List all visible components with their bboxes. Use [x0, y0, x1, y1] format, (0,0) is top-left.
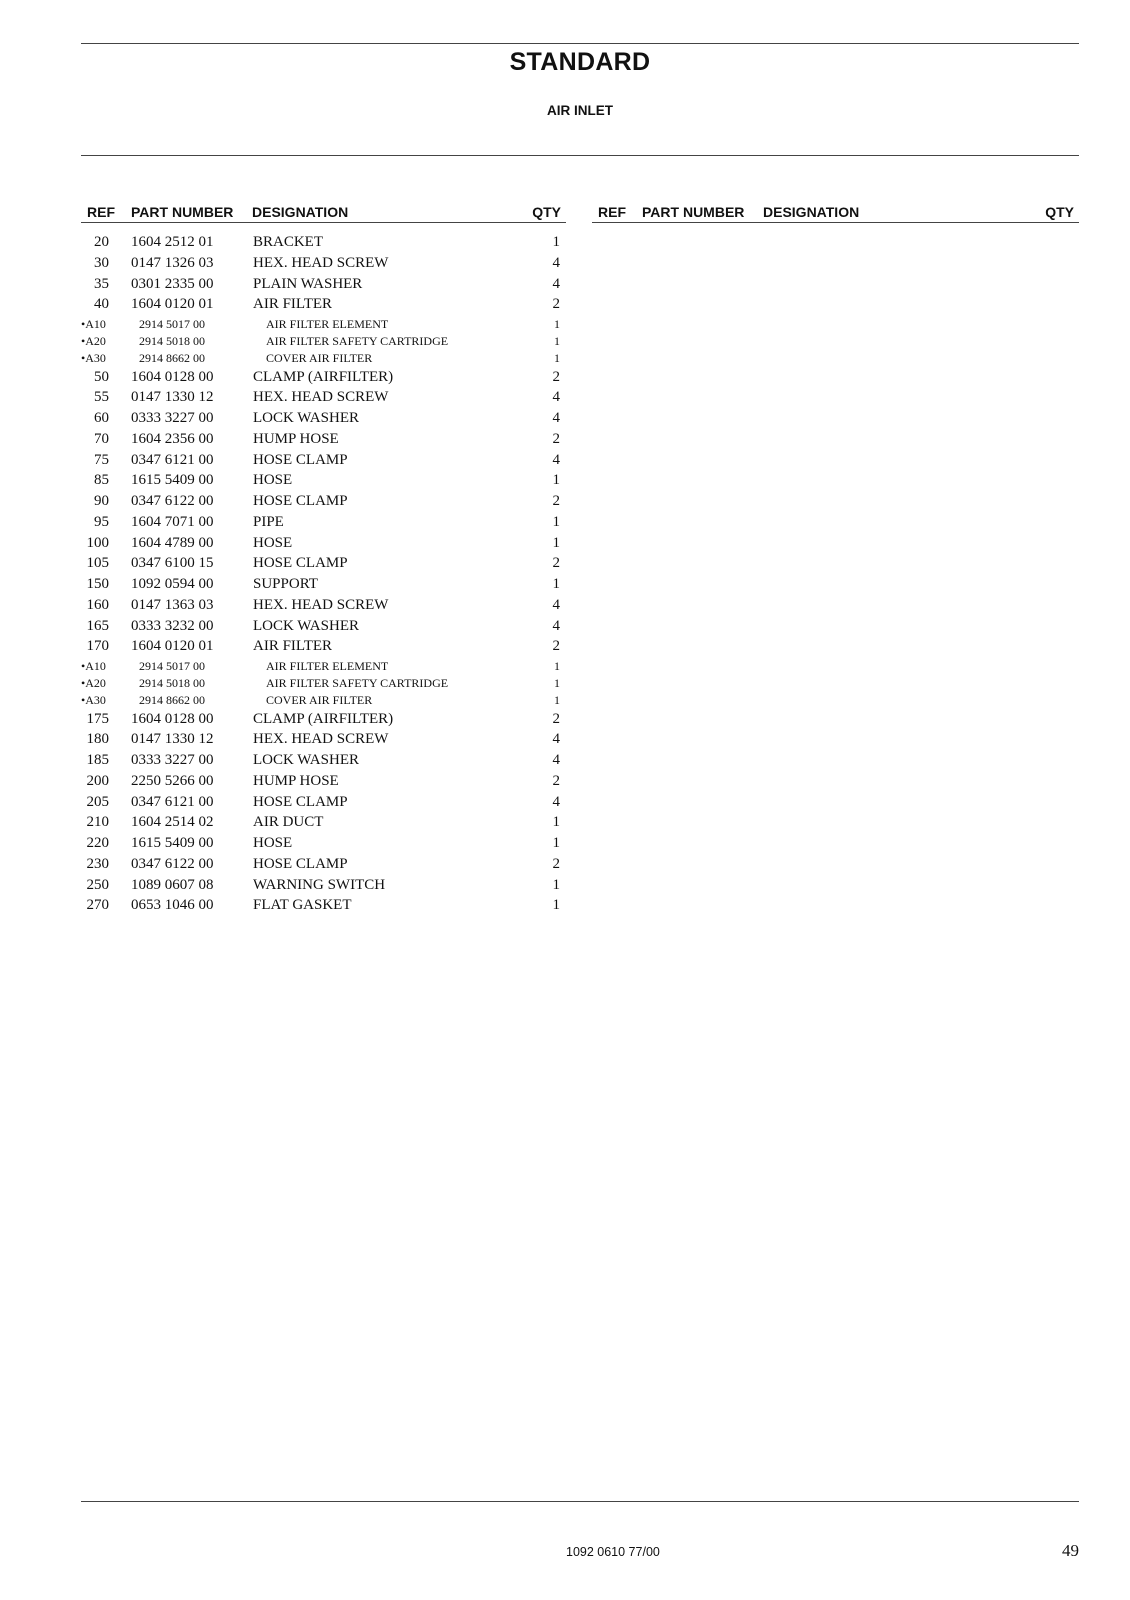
row-qty: 4: [552, 451, 560, 468]
parts-table-left: [81, 200, 566, 917]
row-designation: HEX. HEAD SCREW: [253, 731, 389, 748]
row-designation: AIR FILTER SAFETY CARTRIDGE: [266, 334, 449, 349]
table-header: [81, 200, 566, 223]
row-qty: 1: [552, 814, 560, 831]
row-ref: •A10: [81, 659, 106, 674]
row-part-number: 1604 0120 01: [131, 296, 214, 313]
row-ref: •A30: [81, 693, 106, 708]
header-rule: [81, 155, 1079, 156]
row-ref: 185: [86, 752, 109, 769]
row-designation: HUMP HOSE: [253, 430, 339, 447]
row-designation: BRACKET: [253, 234, 324, 250]
row-ref: 50: [94, 368, 109, 385]
row-part-number: 0147 1363 03: [131, 596, 214, 613]
row-designation: HEX. HEAD SCREW: [253, 254, 389, 271]
row-part-number: 2914 5017 00: [139, 317, 205, 331]
row-designation: HOSE: [253, 835, 293, 852]
row-ref: •A20: [81, 334, 106, 349]
row-part-number: 1604 0128 00: [131, 710, 214, 727]
row-part-number: 1604 4789 00: [131, 534, 214, 551]
row-ref: 55: [94, 389, 109, 406]
row-designation: HOSE: [253, 534, 293, 551]
table-row: [81, 596, 566, 617]
row-qty: 1: [554, 659, 560, 674]
row-part-number: 1604 2512 01: [131, 234, 214, 250]
table-row: [81, 617, 566, 638]
row-ref: 220: [86, 835, 109, 852]
table-row: [81, 813, 566, 834]
row-designation: COVER AIR FILTER: [266, 351, 373, 366]
table-body: [81, 233, 566, 917]
row-designation: HOSE CLAMP: [253, 555, 348, 572]
header-qty: QTY: [532, 204, 561, 220]
row-qty: 1: [552, 534, 560, 551]
row-designation: CLAMP (AIRFILTER): [253, 710, 394, 727]
row-qty: 4: [552, 617, 560, 634]
table-row: [81, 492, 566, 513]
row-designation: AIR FILTER: [253, 296, 333, 313]
row-part-number: 1604 0120 01: [131, 638, 214, 655]
table-row: [81, 233, 566, 254]
row-ref: 75: [94, 451, 109, 468]
row-ref: 95: [94, 513, 109, 530]
table-row: [81, 575, 566, 596]
row-part-number: 2914 8662 00: [139, 693, 205, 708]
row-ref: 40: [94, 296, 109, 313]
row-designation: AIR FILTER: [253, 638, 333, 655]
row-qty: 1: [554, 351, 560, 366]
row-ref: 180: [86, 731, 109, 748]
table-row: [81, 772, 566, 793]
row-qty: 4: [552, 793, 560, 810]
row-ref: 205: [86, 793, 109, 810]
row-qty: 2: [552, 493, 560, 510]
header-designation: DESIGNATION: [763, 204, 860, 220]
row-qty: 4: [552, 410, 560, 427]
row-ref: 230: [86, 855, 109, 872]
row-part-number: 0147 1326 03: [131, 254, 214, 271]
document-code: 1092 0610 77/00: [566, 1545, 660, 1559]
table-row: [81, 834, 566, 855]
row-qty: 4: [552, 731, 560, 748]
row-part-number: 0301 2335 00: [131, 275, 214, 292]
row-part-number: 2914 5018 00: [139, 676, 205, 691]
row-part-number: 0347 6100 15: [131, 555, 214, 572]
table-row: [81, 275, 566, 296]
section-subtitle: AIR INLET: [547, 103, 613, 118]
row-designation: HOSE CLAMP: [253, 451, 348, 468]
row-ref: 60: [94, 410, 109, 427]
row-designation: LOCK WASHER: [253, 617, 359, 634]
table-row: [81, 554, 566, 575]
row-part-number: 1604 2514 02: [131, 814, 214, 831]
row-part-number: 1089 0607 08: [131, 876, 214, 893]
row-designation: PIPE: [253, 513, 284, 530]
row-ref: 170: [86, 638, 109, 655]
row-part-number: 0347 6121 00: [131, 793, 214, 810]
row-qty: 1: [552, 513, 560, 530]
row-designation: PLAIN WASHER: [253, 275, 363, 292]
row-designation: AIR FILTER ELEMENT: [266, 659, 389, 674]
row-part-number: 0333 3227 00: [131, 410, 214, 427]
header-part-number: PART NUMBER: [642, 204, 745, 220]
row-qty: 2: [552, 555, 560, 572]
row-part-number: 1615 5409 00: [131, 835, 214, 852]
table-row: [81, 534, 566, 555]
row-designation: SUPPORT: [253, 576, 318, 593]
row-qty: 2: [552, 772, 560, 789]
top-rule: [81, 43, 1079, 44]
row-part-number: 2914 8662 00: [139, 351, 205, 366]
row-qty: 2: [552, 430, 560, 447]
table-header: [592, 200, 1079, 223]
header-qty: QTY: [1045, 204, 1074, 220]
table-row: [81, 675, 566, 692]
row-part-number: 1604 7071 00: [131, 513, 214, 530]
table-row: [81, 316, 566, 333]
row-ref: 105: [86, 555, 109, 572]
table-row: [81, 471, 566, 492]
row-designation: FLAT GASKET: [253, 897, 352, 914]
row-qty: 4: [552, 596, 560, 613]
table-row: [81, 710, 566, 731]
row-ref: •A30: [81, 351, 106, 366]
row-ref: 35: [94, 275, 109, 292]
row-ref: •A20: [81, 676, 106, 691]
row-ref: 270: [86, 897, 109, 914]
row-part-number: 1604 0128 00: [131, 368, 214, 385]
row-designation: AIR FILTER SAFETY CARTRIDGE: [266, 676, 449, 691]
row-qty: 1: [552, 472, 560, 489]
row-designation: COVER AIR FILTER: [266, 693, 373, 708]
row-designation: HOSE CLAMP: [253, 855, 348, 872]
table-row: [81, 388, 566, 409]
row-designation: LOCK WASHER: [253, 410, 359, 427]
page-number: 49: [1062, 1541, 1079, 1560]
table-row: [81, 254, 566, 275]
row-ref: 175: [86, 710, 109, 727]
row-designation: HOSE CLAMP: [253, 793, 348, 810]
row-designation: HUMP HOSE: [253, 772, 339, 789]
row-ref: 150: [86, 576, 109, 593]
row-ref: 210: [86, 814, 109, 831]
row-part-number: 0653 1046 00: [131, 897, 214, 914]
table-row: [81, 451, 566, 472]
row-qty: 1: [554, 334, 560, 349]
row-part-number: 0147 1330 12: [131, 731, 214, 748]
table-row: [81, 730, 566, 751]
row-designation: HEX. HEAD SCREW: [253, 389, 389, 406]
table-row: [81, 295, 566, 316]
table-row: [81, 513, 566, 534]
row-designation: CLAMP (AIRFILTER): [253, 368, 394, 385]
row-ref: 90: [94, 493, 109, 510]
row-part-number: 2250 5266 00: [131, 772, 214, 789]
row-ref: 250: [86, 876, 109, 893]
table-row: [81, 876, 566, 897]
table-row: [81, 409, 566, 430]
row-part-number: 0147 1330 12: [131, 389, 214, 406]
table-row: [81, 692, 566, 709]
table-row: [81, 658, 566, 675]
row-part-number: 0333 3227 00: [131, 752, 214, 769]
row-ref: 200: [86, 772, 109, 789]
table-row: [81, 368, 566, 389]
row-part-number: 1615 5409 00: [131, 472, 214, 489]
row-qty: 1: [554, 317, 560, 331]
parts-table-right: [592, 200, 1079, 223]
row-designation: HEX. HEAD SCREW: [253, 596, 389, 613]
row-qty: 1: [552, 835, 560, 852]
table-row: [81, 751, 566, 772]
row-part-number: 0333 3232 00: [131, 617, 214, 634]
table-row: [81, 896, 566, 917]
header-ref: REF: [598, 204, 626, 220]
row-qty: 4: [552, 752, 560, 769]
page-title: STANDARD: [509, 48, 651, 76]
row-part-number: 2914 5017 00: [139, 659, 205, 674]
row-ref: 100: [86, 534, 109, 551]
row-ref: •A10: [81, 317, 106, 331]
row-qty: 1: [552, 876, 560, 893]
row-qty: 2: [552, 368, 560, 385]
row-designation: AIR DUCT: [253, 814, 324, 831]
table-row: [81, 430, 566, 451]
row-ref: 20: [94, 234, 109, 250]
table-row: [81, 350, 566, 367]
row-ref: 160: [86, 596, 109, 613]
row-designation: AIR FILTER ELEMENT: [266, 317, 389, 331]
row-qty: 4: [552, 275, 560, 292]
row-designation: LOCK WASHER: [253, 752, 359, 769]
row-designation: WARNING SWITCH: [253, 876, 386, 893]
row-qty: 1: [552, 576, 560, 593]
row-qty: 1: [554, 676, 560, 691]
table-row: [81, 637, 566, 658]
row-part-number: 0347 6121 00: [131, 451, 214, 468]
table-row: [81, 855, 566, 876]
table-row: [81, 333, 566, 350]
header-designation: DESIGNATION: [252, 204, 349, 220]
row-qty: 1: [552, 897, 560, 914]
row-qty: 2: [552, 710, 560, 727]
row-qty: 4: [552, 389, 560, 406]
row-ref: 165: [86, 617, 109, 634]
row-part-number: 1604 2356 00: [131, 430, 214, 447]
row-qty: 2: [552, 855, 560, 872]
row-qty: 1: [554, 693, 560, 708]
row-part-number: 2914 5018 00: [139, 334, 205, 349]
row-qty: 4: [552, 254, 560, 271]
row-designation: HOSE CLAMP: [253, 493, 348, 510]
row-ref: 70: [94, 430, 109, 447]
footer-rule: [81, 1501, 1079, 1502]
row-ref: 30: [94, 254, 109, 271]
header-part-number: PART NUMBER: [131, 204, 234, 220]
row-part-number: 0347 6122 00: [131, 855, 214, 872]
header-ref: REF: [87, 204, 115, 220]
row-qty: 2: [552, 638, 560, 655]
table-row: [81, 793, 566, 814]
row-part-number: 1092 0594 00: [131, 576, 214, 593]
row-qty: 2: [552, 296, 560, 313]
row-designation: HOSE: [253, 472, 293, 489]
row-ref: 85: [94, 472, 109, 489]
row-part-number: 0347 6122 00: [131, 493, 214, 510]
row-qty: 1: [552, 234, 560, 250]
